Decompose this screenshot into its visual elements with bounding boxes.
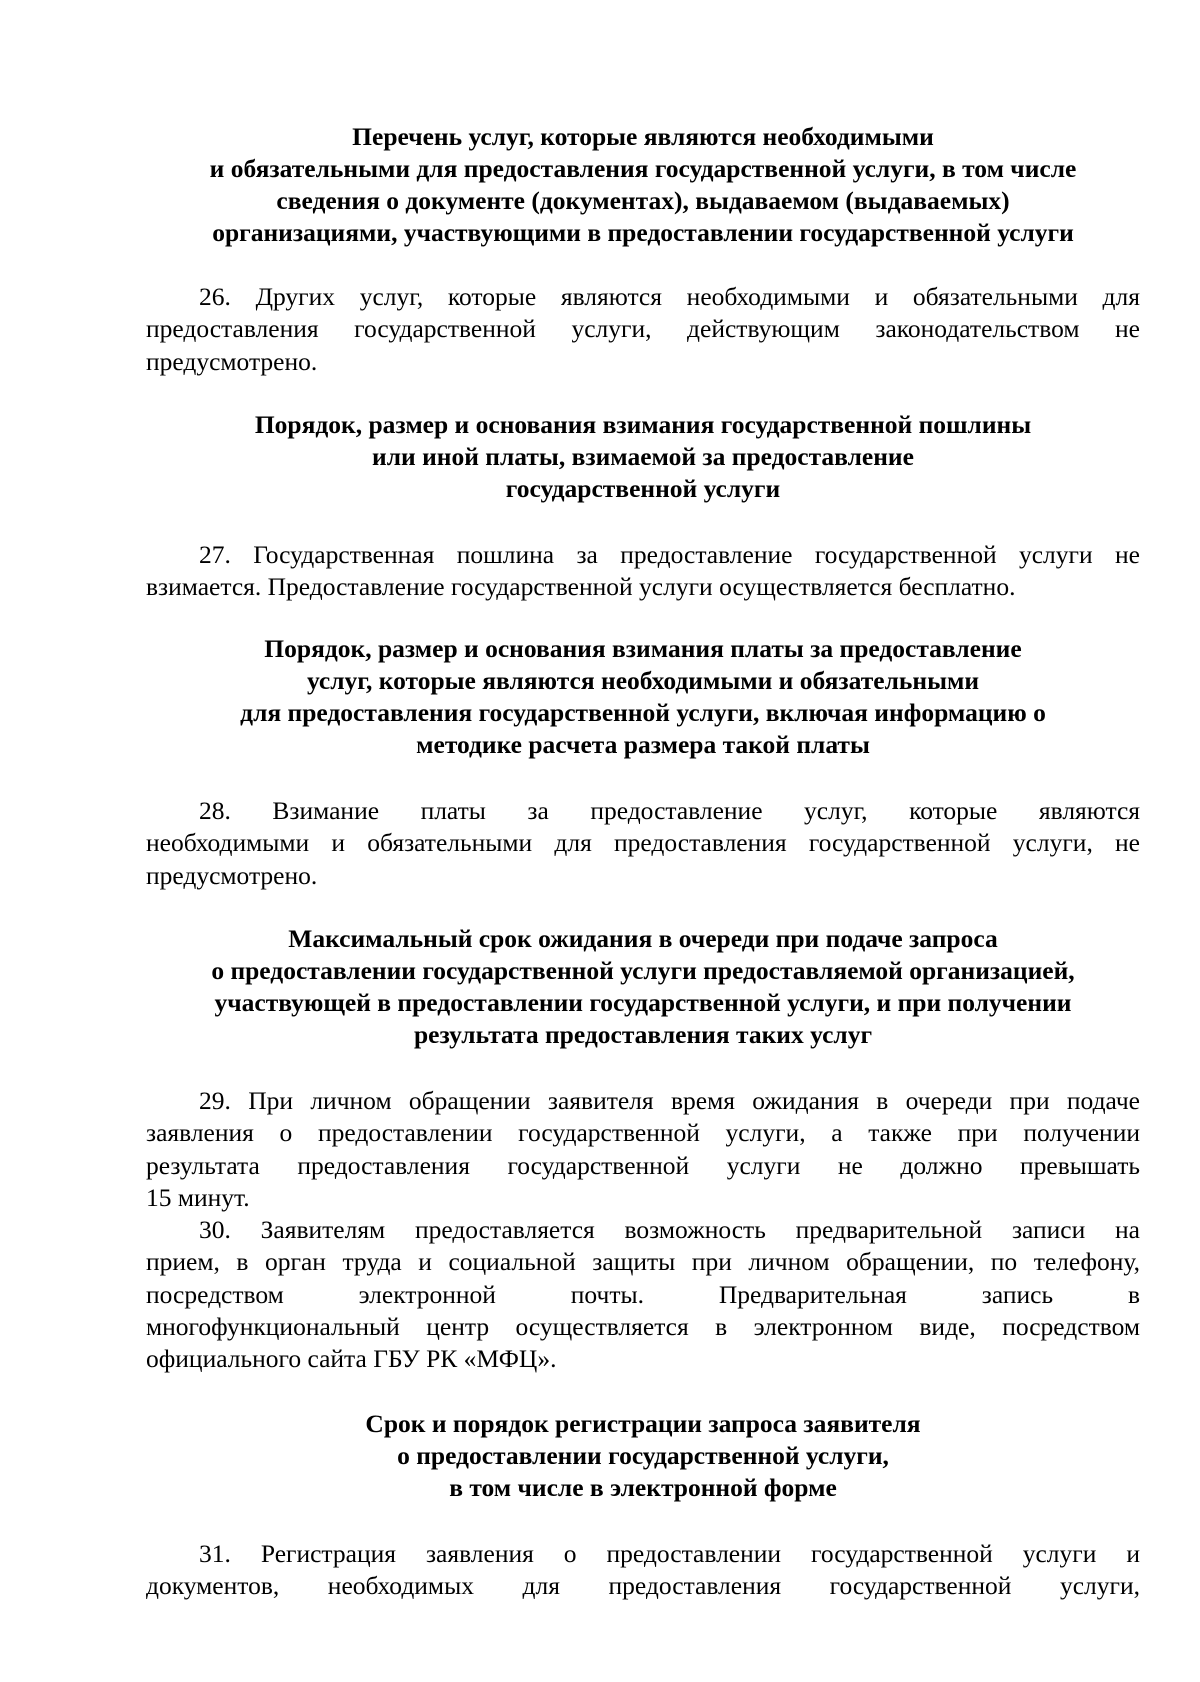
heading-line: результата предоставления таких услуг [413, 1020, 873, 1049]
paragraph-line: предусмотрено. [146, 346, 318, 376]
heading-line: Перечень услуг, которые являются необходимыми [352, 122, 934, 151]
paragraph-line: 27. Государственная пошлина за предоставление государственной услуги не [199, 540, 1140, 569]
paragraph-line: 30. Заявителям предоставляется возможность предварительной записи на [199, 1215, 1140, 1244]
paragraph-27 [146, 539, 1140, 604]
paragraph-line: посредством электронной почты. Предварительная запись в [146, 1279, 1140, 1309]
paragraph-line: предоставления государственной услуги, действующим законодательством не [146, 314, 1140, 344]
heading-line: и обязательными для предоставления государственной услуги, в том числе [209, 154, 1077, 183]
paragraph-line: прием, в орган труда и социальной защиты при личном обращении, по телефону, [146, 1247, 1140, 1277]
section-heading-state-fee [146, 409, 1140, 505]
section-heading-payment-for-services [146, 633, 1140, 761]
heading-line: Порядок, размер и основания взимания государственной пошлины [254, 410, 1032, 439]
paragraph-26 [146, 281, 1140, 378]
paragraph-29 [146, 1085, 1140, 1214]
paragraph-line: 29. При личном обращении заявителя время ожидания в очереди при подаче [199, 1086, 1140, 1115]
paragraph-31 [146, 1538, 1140, 1603]
heading-line: услуг, которые являются необходимыми и обязательными [306, 666, 980, 695]
heading-line: в том числе в электронной форме [449, 1473, 837, 1502]
paragraph-line: заявления о предоставлении государственной услуги, а также при получении [146, 1118, 1140, 1148]
heading-line: Порядок, размер и основания взимания платы за предоставление [264, 634, 1022, 663]
paragraph-line: взимается. Предоставление государственной услуги осуществляется бесплатно. [146, 572, 1016, 602]
heading-line: Срок и порядок регистрации запроса заявителя [365, 1409, 921, 1438]
paragraph-line: официального сайта ГБУ РК «МФЦ». [146, 1344, 557, 1374]
paragraph-line: необходимыми и обязательными для предоставления государственной услуги, не [146, 828, 1140, 858]
heading-line: организациями, участвующими в предоставлении государственной услуги [212, 218, 1074, 247]
paragraph-line: 31. Регистрация заявления о предоставлении государственной услуги и [199, 1539, 1140, 1568]
heading-line: о предоставлении государственной услуги предоставляемой организацией, [211, 956, 1075, 985]
paragraph-line: 26. Других услуг, которые являются необходимыми и обязательными для [199, 282, 1140, 311]
heading-line: сведения о документе (документах), выдаваемом (выдаваемых) [276, 186, 1010, 215]
section-heading-request-registration [146, 1408, 1140, 1504]
section-heading-required-services [146, 121, 1140, 249]
document-page [146, 0, 1140, 1682]
heading-line: методике расчета размера такой платы [416, 730, 870, 759]
heading-line: для предоставления государственной услуги, включая информацию о [240, 698, 1046, 727]
section-heading-queue-waiting-time [146, 923, 1140, 1051]
heading-line: о предоставлении государственной услуги, [397, 1441, 889, 1470]
heading-line: участвующей в предоставлении государственной услуги, и при получении [214, 988, 1072, 1017]
paragraph-line: результата предоставления государственной услуги не должно превышать [146, 1150, 1140, 1180]
paragraph-line: предусмотрено. [146, 860, 318, 890]
paragraph-line: 28. Взимание платы за предоставление услуг, которые являются [199, 796, 1140, 825]
paragraph-30 [146, 1214, 1140, 1375]
heading-line: Максимальный срок ожидания в очереди при подаче запроса [288, 924, 998, 953]
paragraph-line: 15 минут. [146, 1182, 250, 1212]
paragraph-line: документов, необходимых для предоставления государственной услуги, [146, 1571, 1140, 1601]
paragraph-28 [146, 795, 1140, 892]
heading-line: государственной услуги [505, 474, 781, 503]
paragraph-line: многофункциональный центр осуществляется в электронном виде, посредством [146, 1311, 1140, 1341]
heading-line: или иной платы, взимаемой за предоставление [372, 442, 914, 471]
